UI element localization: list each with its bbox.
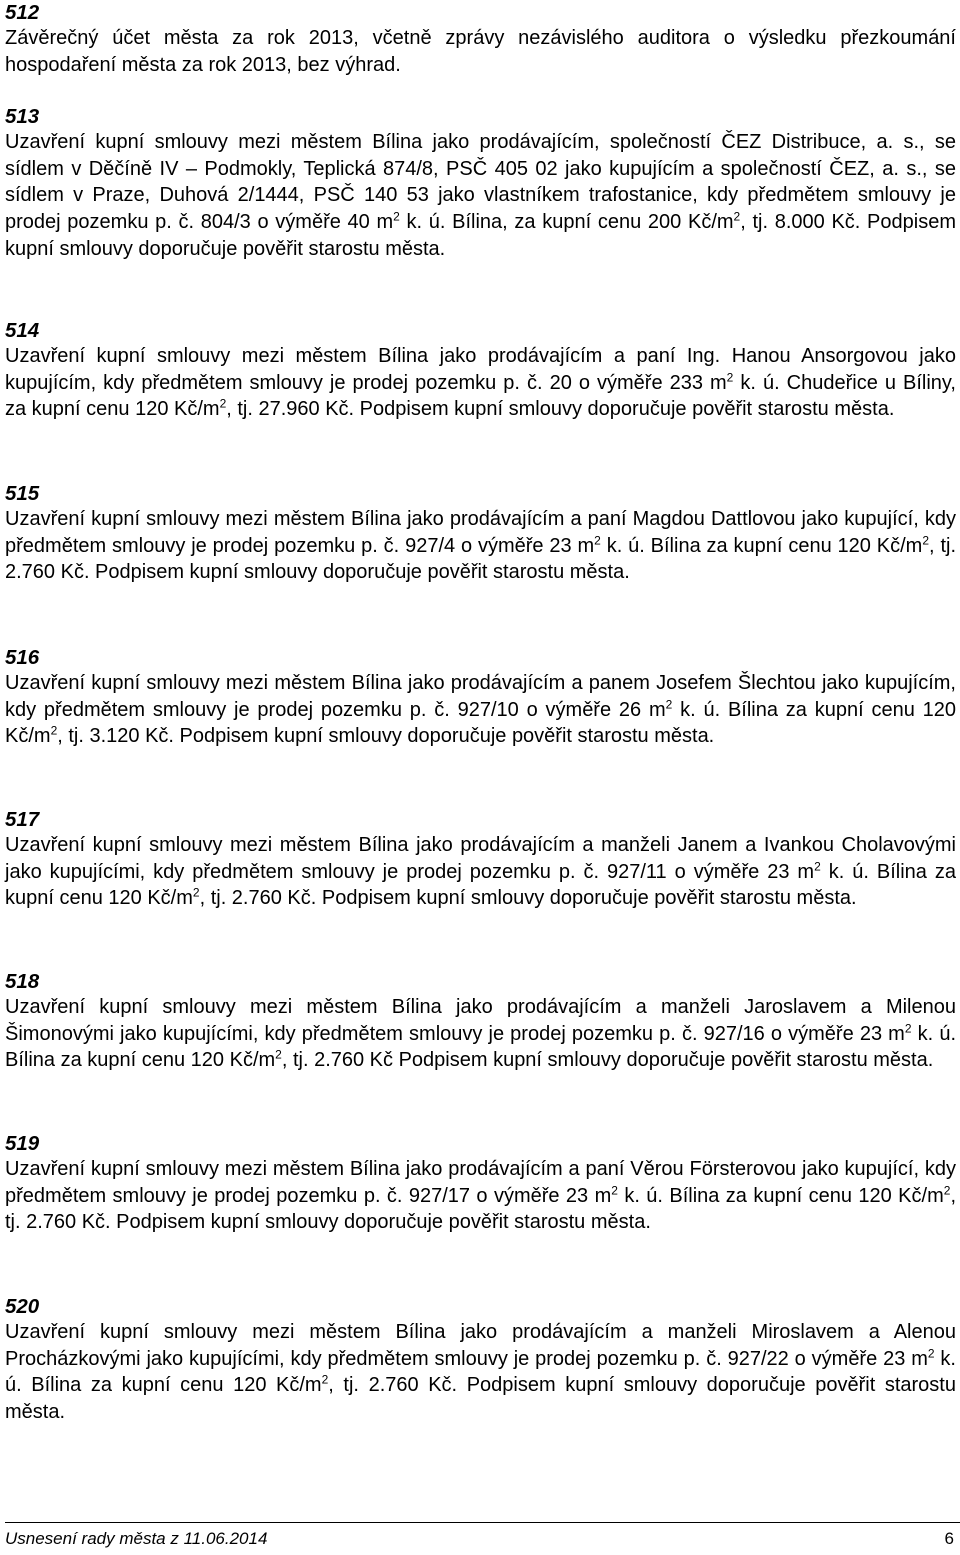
resolution-518 [5, 970, 956, 1074]
footer-page-number: 6 [944, 1529, 954, 1548]
resolution-text: Uzavření kupní smlouvy mezi městem Bílina jako prodávajícím a panem Josefem Šlechtou jako kupujícím, kdy předmětem smlouvy je prodej pozemku p. č. 927/10 o výměře 26 $m^2$ k. ú. Bílina za kupní cenu 120 $Kč/m^2$, tj. 3.120 Kč. Podpisem kupní smlouvy doporučuje pověřit starostu města. [5, 672, 957, 748]
resolution-number: 518 [5, 970, 40, 993]
resolution-text: Uzavření kupní smlouvy mezi městem Bílina jako prodávajícím a paní Magdou Dattlovou jako kupující, kdy předmětem smlouvy je prodej pozemku p. č. 927/4 o výměře 23 $m^2$ k. ú. Bílina za kupní cenu 120 $Kč/m^2$, tj. 2.760 Kč. Podpisem kupní smlouvy doporučuje pověřit starostu města. [5, 508, 957, 584]
resolution-517 [5, 808, 956, 912]
resolution-text: Závěrečný účet města za rok 2013, včetně zprávy nezávislého auditora o výsledku přezkoumání hospodaření města za rok 2013, bez výhrad. [5, 27, 956, 76]
resolution-number: 519 [5, 1132, 40, 1155]
resolution-number: 515 [5, 482, 40, 505]
resolution-516 [5, 646, 956, 750]
footer-divider [5, 1522, 960, 1523]
resolution-number: 512 [5, 1, 40, 24]
resolution-number: 514 [5, 319, 40, 342]
resolution-520 [5, 1295, 956, 1426]
resolution-514 [5, 319, 956, 423]
resolution-text: Uzavření kupní smlouvy mezi městem Bílina jako prodávajícím a paní Ing. Hanou Ansorgovou jako kupujícím, kdy předmětem smlouvy je prodej pozemku p. č. 20 o výměře 233 $m^2$ k. ú. Chudeřice u Bíliny, za kupní cenu 120 $Kč/m^2$, tj. 27.960 Kč. Podpisem kupní smlouvy doporučuje pověřit starostu města. [5, 345, 956, 421]
resolution-text: Uzavření kupní smlouvy mezi městem Bílina jako prodávajícím a manželi Jaroslavem a Milenou Šimonovými jako kupujícími, kdy předmětem smlouvy je prodej pozemku p. č. 927/16 o výměře 23 $m^2$ k. ú. Bílina za kupní cenu 120 $Kč/m^2$, tj. 2.760 Kč Podpisem kupní smlouvy doporučuje pověřit starostu města. [5, 996, 956, 1072]
footer-document-title: Usnesení rady města z 11.06.2014 [5, 1529, 268, 1548]
resolution-513 [5, 105, 956, 263]
resolution-number: 520 [5, 1295, 40, 1318]
resolution-text: Uzavření kupní smlouvy mezi městem Bílina jako prodávajícím a paní Věrou Försterovou jako kupující, kdy předmětem smlouvy je prodej pozemku p. č. 927/17 o výměře 23 $m^2$ k. ú. Bílina za kupní cenu 120 $Kč/m^2$, tj. 2.760 Kč. Podpisem kupní smlouvy doporučuje pověřit starostu města. [5, 1158, 956, 1234]
resolution-512 [5, 1, 956, 78]
resolution-number: 516 [5, 646, 40, 669]
resolution-number: 517 [5, 808, 40, 831]
resolution-text: Uzavření kupní smlouvy mezi městem Bílina jako prodávajícím, společností ČEZ Distribuce, a. s., se sídlem v Děčíně IV – Podmokly, Teplická 874/8, PSČ 405 02 jako kupujícím a společností ČEZ, a. s., se sídlem v Praze, Duhová 2/1444, PSČ 140 53 jako vlastníkem trafostanice, kdy předmětem smlouvy je prodej pozemku p. č. 804/3 o výměře 40 $m^2$ k. ú. Bílina, za kupní cenu 200 $Kč/m^2$, tj. 8.000 Kč. Podpisem kupní smlouvy doporučuje pověřit starostu města. [5, 131, 956, 260]
resolution-text: Uzavření kupní smlouvy mezi městem Bílina jako prodávajícím a manželi Janem a Ivankou Cholavovými jako kupujícími, kdy předmětem smlouvy je prodej pozemku p. č. 927/11 o výměře 23 $m^2$ k. ú. Bílina za kupní cenu 120 $Kč/m^2$, tj. 2.760 Kč. Podpisem kupní smlouvy doporučuje pověřit starostu města. [5, 834, 956, 910]
resolution-519 [5, 1132, 956, 1236]
resolution-515 [5, 482, 956, 586]
resolution-text: Uzavření kupní smlouvy mezi městem Bílina jako prodávajícím a manželi Miroslavem a Alenou Procházkovými jako kupujícími, kdy předmětem smlouvy je prodej pozemku p. č. 927/22 o výměře 23 $m^2$ k. ú. Bílina za kupní cenu 120 $Kč/m^2$, tj. 2.760 Kč. Podpisem kupní smlouvy doporučuje pověřit starostu města. [5, 1321, 956, 1424]
resolution-number: 513 [5, 105, 40, 128]
